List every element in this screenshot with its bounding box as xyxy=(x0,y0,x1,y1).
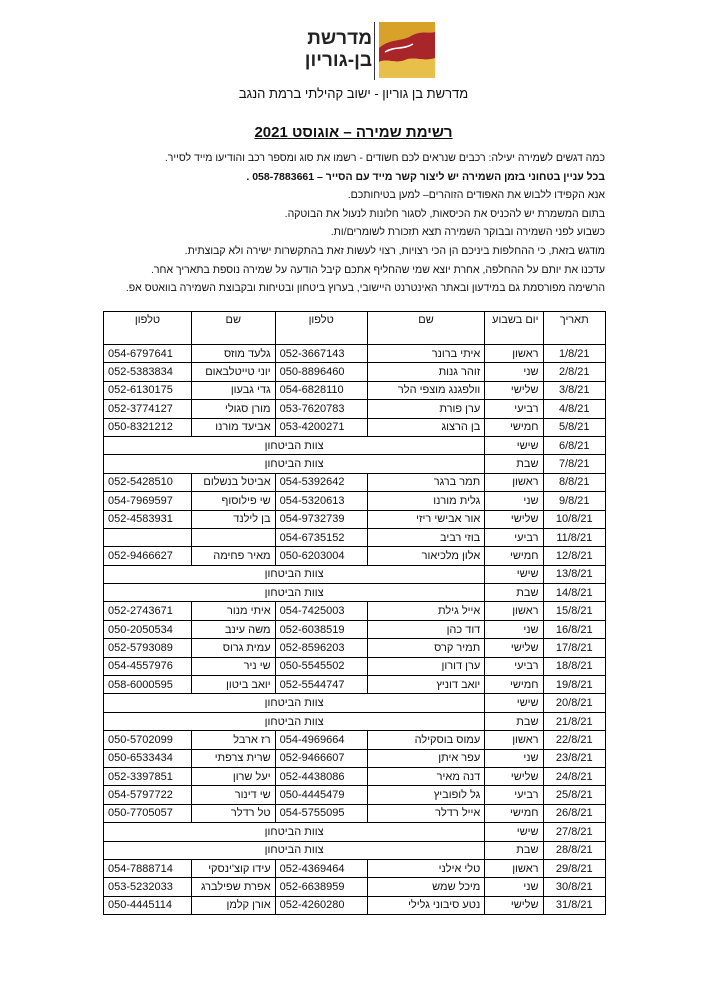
day-cell: שישי xyxy=(485,694,543,712)
guard-phone-2: 052-9466627 xyxy=(104,547,192,565)
guard-name-1: ערן פורת xyxy=(367,400,485,418)
day-cell: רביעי xyxy=(485,657,543,675)
security-team-cell: צוות הביטחון xyxy=(104,565,485,583)
guard-name-2: עידו קוצ'ינסקי xyxy=(191,859,275,877)
table-row xyxy=(104,859,606,877)
guard-name-2: אורן קלמן xyxy=(191,896,275,914)
date-cell: 29/8/21 xyxy=(543,859,605,877)
guard-name-1: אייל גילת xyxy=(367,602,485,620)
day-cell: שלישי xyxy=(485,381,543,399)
guard-name-1: יואב דוניץ xyxy=(367,676,485,694)
guard-phone-1: 052-9466607 xyxy=(275,749,367,767)
guard-name-1: בן הרצוג xyxy=(367,418,485,436)
note-line: כשבוע לפני השמירה ובבוקר השמירה תצא תזכורת לשומרים/ות. xyxy=(330,226,605,239)
day-cell: חמישי xyxy=(485,418,543,436)
table-row xyxy=(104,749,606,767)
day-cell: ראשון xyxy=(485,473,543,491)
date-cell: 31/8/21 xyxy=(543,896,605,914)
guard-phone-1: 054-5392642 xyxy=(275,473,367,491)
table-row xyxy=(104,455,606,473)
day-cell: שני xyxy=(485,749,543,767)
guard-phone-1: 054-9732739 xyxy=(275,510,367,528)
day-cell: שלישי xyxy=(485,767,543,785)
date-cell: 27/8/21 xyxy=(543,823,605,841)
guard-schedule-table xyxy=(103,311,606,915)
table-row xyxy=(104,418,606,436)
guard-name-1: אלון מלכיאור xyxy=(367,547,485,565)
table-row xyxy=(104,841,606,859)
day-cell: שני xyxy=(485,878,543,896)
guard-name-1: אור אבישי ריזי xyxy=(367,510,485,528)
table-row xyxy=(104,878,606,896)
day-cell: שבת xyxy=(485,455,543,473)
logo-line-1: מדרשת xyxy=(307,28,372,49)
date-cell: 30/8/21 xyxy=(543,878,605,896)
guard-name-1: טלי אילני xyxy=(367,859,485,877)
table-row xyxy=(104,492,606,510)
guard-phone-1: 052-5544747 xyxy=(275,676,367,694)
guard-phone-1: 050-6203004 xyxy=(275,547,367,565)
guard-phone-2: 050-8321212 xyxy=(104,418,192,436)
guard-phone-2: 053-5232033 xyxy=(104,878,192,896)
header-phone-1: טלפון xyxy=(275,312,367,345)
guard-phone-2: 052-5383834 xyxy=(104,363,192,381)
guard-name-2: יעל שרון xyxy=(191,767,275,785)
security-team-cell: צוות הביטחון xyxy=(104,823,485,841)
date-cell: 26/8/21 xyxy=(543,804,605,822)
guard-name-1: וולפגנג מוצפי הלר xyxy=(367,381,485,399)
table-row xyxy=(104,657,606,675)
guard-phone-2: 054-7969597 xyxy=(104,492,192,510)
day-cell: רביעי xyxy=(485,528,543,546)
day-cell: שני xyxy=(485,620,543,638)
table-row xyxy=(104,510,606,528)
table-row xyxy=(104,602,606,620)
day-cell: ראשון xyxy=(485,859,543,877)
security-team-cell: צוות הביטחון xyxy=(104,694,485,712)
guard-phone-1: 054-6828110 xyxy=(275,381,367,399)
guard-phone-2: 050-6533434 xyxy=(104,749,192,767)
day-cell: שני xyxy=(485,492,543,510)
table-row xyxy=(104,804,606,822)
date-cell: 2/8/21 xyxy=(543,363,605,381)
guard-name-2: משה עינב xyxy=(191,620,275,638)
table-row xyxy=(104,786,606,804)
table-row xyxy=(104,363,606,381)
date-cell: 18/8/21 xyxy=(543,657,605,675)
guard-name-1: תמיר קרס xyxy=(367,639,485,657)
date-cell: 11/8/21 xyxy=(543,528,605,546)
table-row xyxy=(104,639,606,657)
guard-phone-2: 052-3774127 xyxy=(104,400,192,418)
note-line: כמה דגשים לשמירה יעילה: רכבים שנראים לכם חשודים - רשמו את סוג ומספר רכב והודיעו מייד לסייר. xyxy=(164,152,605,164)
date-cell: 16/8/21 xyxy=(543,620,605,638)
table-row xyxy=(104,712,606,730)
table-row xyxy=(104,896,606,914)
guard-name-2: טל רדלר xyxy=(191,804,275,822)
guard-phone-1: 052-4438086 xyxy=(275,767,367,785)
date-cell: 1/8/21 xyxy=(543,345,605,363)
security-team-cell: צוות הביטחון xyxy=(104,584,485,602)
guard-phone-1: 054-5755095 xyxy=(275,804,367,822)
date-cell: 25/8/21 xyxy=(543,786,605,804)
date-cell: 7/8/21 xyxy=(543,455,605,473)
day-cell: חמישי xyxy=(485,804,543,822)
page-subtitle: מדרשת בן גוריון - ישוב קהילתי ברמת הנגב xyxy=(238,86,469,101)
date-cell: 23/8/21 xyxy=(543,749,605,767)
table-row xyxy=(104,345,606,363)
guard-phone-1: 052-4369464 xyxy=(275,859,367,877)
day-cell: שלישי xyxy=(485,510,543,528)
guard-name-2: שי דינור xyxy=(191,786,275,804)
table-row xyxy=(104,767,606,785)
date-cell: 4/8/21 xyxy=(543,400,605,418)
day-cell: שישי xyxy=(485,565,543,583)
table-row xyxy=(104,731,606,749)
date-cell: 9/8/21 xyxy=(543,492,605,510)
table-row xyxy=(104,823,606,841)
guard-phone-2: 058-6000595 xyxy=(104,676,192,694)
guard-phone-2: 050-5702099 xyxy=(104,731,192,749)
table-row xyxy=(104,528,606,546)
guard-phone-2: 050-2050534 xyxy=(104,620,192,638)
date-cell: 5/8/21 xyxy=(543,418,605,436)
note-line: עדכנו את יותם על ההחלפה, אחרת יוצא שמי שהחליף אתכם קיבל הודעה על שמירה נוספת בתאריך אחר. xyxy=(151,263,605,276)
guard-name-2: אפרת שפילברג xyxy=(191,878,275,896)
date-cell: 24/8/21 xyxy=(543,767,605,785)
schedule-body xyxy=(104,345,606,915)
guard-notes xyxy=(85,149,605,298)
guard-phone-1: 054-4969664 xyxy=(275,731,367,749)
date-cell: 17/8/21 xyxy=(543,639,605,657)
security-team-cell: צוות הביטחון xyxy=(104,712,485,730)
date-cell: 14/8/21 xyxy=(543,584,605,602)
guard-name-2: בן לילנד xyxy=(191,510,275,528)
guard-phone-1: 050-4445479 xyxy=(275,786,367,804)
day-cell: שני xyxy=(485,363,543,381)
security-team-cell: צוות הביטחון xyxy=(104,841,485,859)
guard-phone-1: 052-3667143 xyxy=(275,345,367,363)
table-row xyxy=(104,436,606,454)
guard-name-1: מיכל שמש xyxy=(367,878,485,896)
logo-line-2: בן-גוריון xyxy=(304,50,372,71)
guard-name-1: עמוס בוסקילה xyxy=(367,731,485,749)
logo-divider xyxy=(374,22,375,80)
day-cell: חמישי xyxy=(485,547,543,565)
guard-name-1: דנה מאיר xyxy=(367,767,485,785)
guard-phone-2: 054-6797641 xyxy=(104,345,192,363)
date-cell: 22/8/21 xyxy=(543,731,605,749)
date-cell: 28/8/21 xyxy=(543,841,605,859)
header-date: תאריך xyxy=(543,312,605,345)
day-cell: שישי xyxy=(485,823,543,841)
note-line: הרשימה מפורסמת גם במידעון ובאתר האינטרנט היישובי, בערוץ ביטחון ובטיחות ובקבוצת השמירה בוואטס אפ. xyxy=(125,282,605,295)
guard-phone-2: 052-6130175 xyxy=(104,381,192,399)
day-cell: שלישי xyxy=(485,896,543,914)
guard-name-2: שי ניר xyxy=(191,657,275,675)
guard-phone-2: 054-5797722 xyxy=(104,786,192,804)
date-cell: 19/8/21 xyxy=(543,676,605,694)
date-cell: 10/8/21 xyxy=(543,510,605,528)
guard-phone-2: 054-7888714 xyxy=(104,859,192,877)
day-cell: ראשון xyxy=(485,345,543,363)
table-row xyxy=(104,694,606,712)
guard-name-1: דוד כהן xyxy=(367,620,485,638)
guard-phone-2: 052-5793089 xyxy=(104,639,192,657)
day-cell: ראשון xyxy=(485,602,543,620)
guard-name-2: שרית צרפתי xyxy=(191,749,275,767)
table-row xyxy=(104,584,606,602)
guard-name-1: איתי ברונר xyxy=(367,345,485,363)
note-line: בתום המשמרת יש להכניס את הכיסאות, לסגור חלונות לנעול את הבוטקה. xyxy=(284,207,605,220)
guard-phone-1: 052-6038519 xyxy=(275,620,367,638)
guard-name-2: אביעד מורנו xyxy=(191,418,275,436)
date-cell: 3/8/21 xyxy=(543,381,605,399)
date-cell: 13/8/21 xyxy=(543,565,605,583)
guard-name-1: עפר איתן xyxy=(367,749,485,767)
midreshet-logo-icon xyxy=(379,22,435,78)
note-line: מודגש בזאת, כי ההחלפות ביניכם הן הכי רצויות, רצוי לעשות זאת בהתקשרות ישירה ולא קבוצתית. xyxy=(184,244,605,257)
table-row xyxy=(104,620,606,638)
table-row xyxy=(104,676,606,694)
guard-name-1: גל לופוביץ xyxy=(367,786,485,804)
day-cell: ראשון xyxy=(485,731,543,749)
table-row xyxy=(104,473,606,491)
guard-phone-1: 052-4260280 xyxy=(275,896,367,914)
guard-name-2: מורן סגולי xyxy=(191,400,275,418)
guard-name-2 xyxy=(191,528,275,546)
guard-phone-1: 054-7425003 xyxy=(275,602,367,620)
guard-phone-2: 052-5428510 xyxy=(104,473,192,491)
date-cell: 8/8/21 xyxy=(543,473,605,491)
guard-name-2: איתי מנור xyxy=(191,602,275,620)
guard-phone-1: 053-4200271 xyxy=(275,418,367,436)
guard-name-2: אביטל בנשלום xyxy=(191,473,275,491)
guard-phone-2: 050-4445114 xyxy=(104,896,192,914)
note-line-security-contact: בכל עניין בטחוני בזמן השמירה יש ליצור קשר מייד עם הסייר – 058-7883661 . xyxy=(246,170,605,183)
day-cell: רביעי xyxy=(485,786,543,804)
date-cell: 6/8/21 xyxy=(543,436,605,454)
guard-name-2: יוני טייטלבאום xyxy=(191,363,275,381)
table-header-row xyxy=(104,312,606,345)
guard-name-2: רז ארבל xyxy=(191,731,275,749)
day-cell: חמישי xyxy=(485,676,543,694)
guard-phone-2 xyxy=(104,528,192,546)
guard-phone-2: 050-7705057 xyxy=(104,804,192,822)
day-cell: שבת xyxy=(485,712,543,730)
guard-name-1: זוהר גנות xyxy=(367,363,485,381)
guard-phone-1: 052-8596203 xyxy=(275,639,367,657)
guard-phone-1: 053-7620783 xyxy=(275,400,367,418)
guard-name-2: גלעד מוזס xyxy=(191,345,275,363)
guard-name-1: אייל רדלר xyxy=(367,804,485,822)
table-row xyxy=(104,565,606,583)
security-team-cell: צוות הביטחון xyxy=(104,455,485,473)
table-row xyxy=(104,547,606,565)
date-cell: 20/8/21 xyxy=(543,694,605,712)
header-name-1: שם xyxy=(367,312,485,345)
date-cell: 21/8/21 xyxy=(543,712,605,730)
guard-name-1: בוזי רביב xyxy=(367,528,485,546)
header-name-2: שם xyxy=(191,312,275,345)
guard-phone-1: 050-8896460 xyxy=(275,363,367,381)
logo-text xyxy=(294,28,372,72)
guard-name-1: נטע סיבוני גלילי xyxy=(367,896,485,914)
guard-name-2: גדי גבעון xyxy=(191,381,275,399)
guard-name-2: מאיר פחימה xyxy=(191,547,275,565)
table-row xyxy=(104,381,606,399)
guard-phone-1: 052-6638959 xyxy=(275,878,367,896)
guard-name-2: עמית גרוס xyxy=(191,639,275,657)
day-cell: רביעי xyxy=(485,400,543,418)
header-phone-2: טלפון xyxy=(104,312,192,345)
guard-phone-2: 052-2743671 xyxy=(104,602,192,620)
page-title: רשימת שמירה – אוגוסט 2021 xyxy=(254,124,453,141)
guard-phone-2: 052-3397851 xyxy=(104,767,192,785)
note-line: אנא הקפידו ללבוש את האפודים הזוהרים– למען בטיחותכם. xyxy=(347,189,605,202)
guard-phone-2: 052-4583931 xyxy=(104,510,192,528)
day-cell: שישי xyxy=(485,436,543,454)
date-cell: 12/8/21 xyxy=(543,547,605,565)
security-team-cell: צוות הביטחון xyxy=(104,436,485,454)
day-cell: שבת xyxy=(485,841,543,859)
day-cell: שלישי xyxy=(485,639,543,657)
date-cell: 15/8/21 xyxy=(543,602,605,620)
table-row xyxy=(104,400,606,418)
guard-name-1: גלית מורנו xyxy=(367,492,485,510)
guard-phone-2: 054-4557976 xyxy=(104,657,192,675)
guard-name-2: שי פילוסוף xyxy=(191,492,275,510)
guard-name-1: ערן דורון xyxy=(367,657,485,675)
guard-phone-1: 054-6735152 xyxy=(275,528,367,546)
day-cell: שבת xyxy=(485,584,543,602)
guard-phone-1: 050-5545502 xyxy=(275,657,367,675)
header-day: יום בשבוע xyxy=(485,312,543,345)
guard-phone-1: 054-5320613 xyxy=(275,492,367,510)
guard-name-1: תמר ברגר xyxy=(367,473,485,491)
guard-name-2: יואב ביטון xyxy=(191,676,275,694)
